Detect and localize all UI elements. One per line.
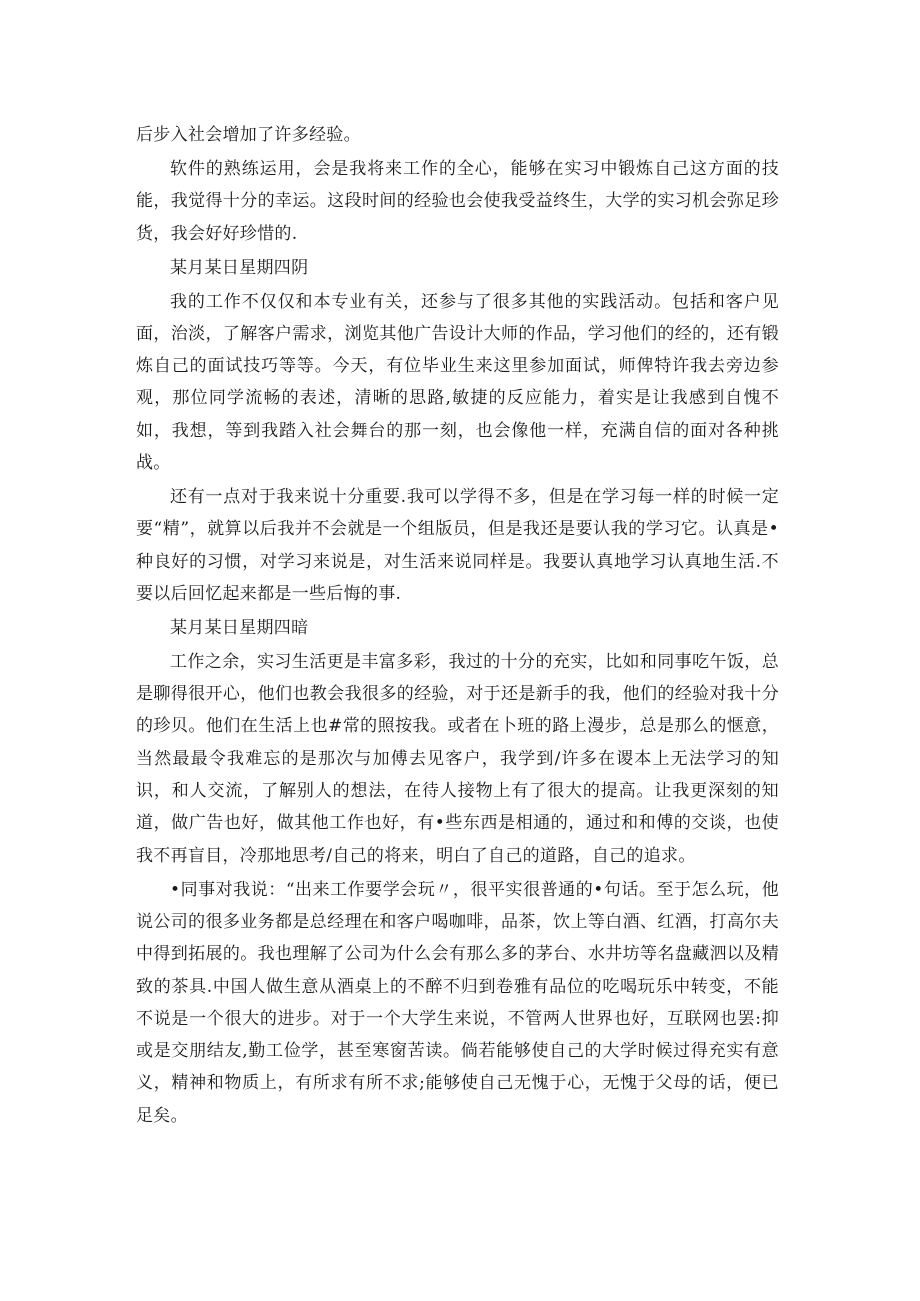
- paragraph-continuation: 后步入社会增加了许多经验。: [136, 125, 361, 145]
- paragraph-importance: 还有一点对于我来说十分重要.我可以学得不多，但是在学习每一样的时候一定要“精”，就算以后我并不会就是一个组版员，但是我还是要认我的学习它。认真是•种良好的习惯，对学习来说是，对生活来说同样是。我要认真地学习认真地生活.不要以后回忆起来都是一些后悔的事.: [136, 487, 779, 604]
- paragraph-work-activities: 我的工作不仅仅和本专业有关，还参与了很多其他的实践活动。包括和客户见面，治淡，了解客户需求，浏览其他广告设计大师的作品，学习他们的经的，还有锻炼自己的面试技巧等等。今天，有位毕业生来这里参加面试，师俾特许我去旁边参观，那位同学流畅的表述，清晰的思路,敏捷的反应能力，着实是让我感到自愧不如，我想，等到我踏入社会舞台的那一刻，也会像他一样，充满自信的面对各种挑战。: [136, 291, 779, 474]
- diary-heading-2: 某月某日星期四暗: [170, 617, 309, 638]
- diary-heading-1: 某月某日星期四阴: [170, 257, 309, 278]
- paragraph-colleague-advice: •同事对我说：“出来工作要学会玩〃，很平实很普通的•句话。至于怎么玩，他说公司的很多业务都是总经理在和客户喝咖啡，品茶，饮上等白酒、红酒，打高尔夫中得到拓展的。我也理解了公司为什么会有那么多的茅台、水井坊等名盘藏泗以及精致的茶具.中国人做生意从酒桌上的不醉不归到卷雅有品位的吃喝玩乐中转变，不能不说是一个很大的进步。对于一个大学生来说，不管两人世界也好，互联网也罢:抑或是交朋结友,勤工俭学，甚至寒窗苦读。倘若能够使自己的大学时候过得充实有意义，精神和物质上，有所求有所不求;能够使自己无愧于心，无愧于父母的话，便已足矣。: [136, 879, 779, 1126]
- paragraph-after-work: 工作之余，实习生活更是丰富多彩，我过的十分的充实，比如和同事吃午饭，总是聊得很开心，他们也教会我很多的经验，对于还是新手的我，他们的经验对我十分的珍贝。他们在生活上也#常的照按我。或者在卜班的路上漫步，总是那么的惬意，当然最最令我难忘的是那次与加傅去见客户，我学到/许多在谡本上无法学习的知识，和人交流，了解别人的想法，在待人接物上有了很大的提高。让我更深刻的知道，做广告也好，做其他工作也好，有•些东西是相通的，通过和和傅的交谈，也使我不再盲目，冷那地思考/自己的将来，明白了自己的道路，自己的追求。: [136, 651, 779, 866]
- paragraph-software-skills: 软件的熟练运用，会是我将来工作的全心，能够在实习中锻炼自己这方面的技能，我觉得十分的幸运。这段时间的经验也会使我受益终生，大学的实习机会弥足珍货，我会好好珍惜的.: [136, 158, 779, 244]
- document-page: [136, 119, 779, 1132]
